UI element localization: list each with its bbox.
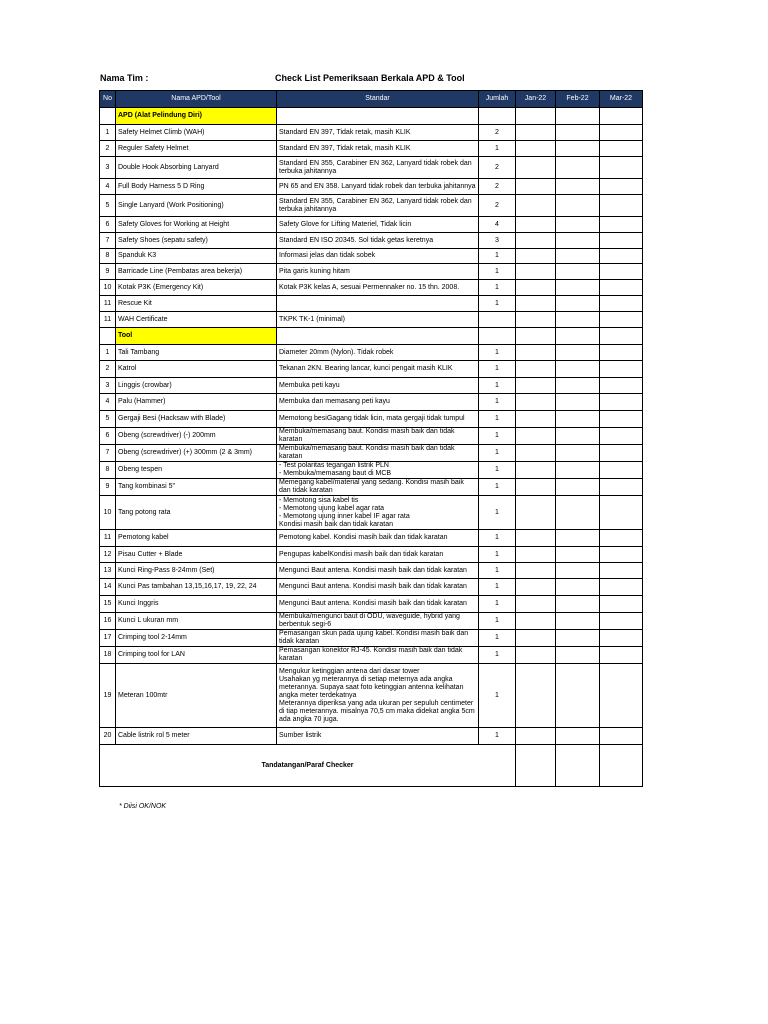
row-no-cell [100, 328, 116, 345]
row-number: 4 [100, 394, 116, 411]
item-count: 2 [479, 125, 516, 141]
check-feb-cell[interactable] [556, 547, 600, 563]
check-jan-cell[interactable] [516, 547, 556, 563]
check-jan-cell[interactable] [516, 613, 556, 630]
row-number: 9 [100, 264, 116, 280]
check-jan-cell[interactable] [516, 249, 556, 264]
item-name: Tang kombinasi 5" [116, 479, 277, 496]
table-row [100, 462, 643, 479]
check-feb-cell[interactable] [556, 233, 600, 249]
signature-mar-cell[interactable] [600, 745, 643, 787]
table-row [100, 264, 643, 280]
item-count: 3 [479, 233, 516, 249]
empty-cell [516, 108, 556, 125]
item-name: Obeng (screwdriver) (-) 200mm [116, 428, 277, 445]
item-standard: Standard EN 355, Carabiner EN 362, Lanyard tidak robek dan terbuka jahitannya [277, 195, 479, 217]
item-count: 1 [479, 563, 516, 579]
check-mar-cell[interactable] [600, 479, 643, 496]
table-row [100, 530, 643, 547]
item-standard: Mengukur ketinggian antena dari dasar tower Usahakan yg meterannya di setiap meternya ada angka meterannya. Supaya saat foto ketinggian antenna kelihatan angka meter terdekatnya Meterannya diperiksa yang ada ukuran per sepuluh centimeter di tiap meterannya. misalnya 70,5 cm maka didekat angka 5cm ada angka 70 juga. [277, 664, 479, 728]
check-mar-cell[interactable] [600, 312, 643, 328]
check-jan-cell[interactable] [516, 296, 556, 312]
item-standard: Pemasangan skun pada ujung kabel. Kondisi masih baik dan tidak karatan [277, 630, 479, 647]
check-jan-cell[interactable] [516, 345, 556, 361]
item-count: 1 [479, 496, 516, 530]
item-name: Cable listrik rol 5 meter [116, 728, 277, 745]
table-row [100, 280, 643, 296]
check-mar-cell[interactable] [600, 462, 643, 479]
item-count: 1 [479, 141, 516, 157]
check-mar-cell[interactable] [600, 249, 643, 264]
footnote: * Diisi OK/NOK [119, 803, 167, 810]
check-mar-cell[interactable] [600, 664, 643, 728]
check-jan-cell[interactable] [516, 530, 556, 547]
check-feb-cell[interactable] [556, 596, 600, 613]
check-mar-cell[interactable] [600, 157, 643, 179]
empty-cell [479, 108, 516, 125]
row-number: 10 [100, 280, 116, 296]
row-number: 13 [100, 563, 116, 579]
table-row [100, 345, 643, 361]
table-row [100, 479, 643, 496]
empty-cell [277, 328, 479, 345]
table-row [100, 445, 643, 462]
row-number: 11 [100, 312, 116, 328]
check-mar-cell[interactable] [600, 647, 643, 664]
item-standard: Pemotong kabel. Kondisi masih baik dan tidak karatan [277, 530, 479, 547]
item-standard: Membuka peti kayu [277, 378, 479, 394]
check-mar-cell[interactable] [600, 411, 643, 428]
item-standard: Standard EN 397, Tidak retak, masih KLIK [277, 141, 479, 157]
item-standard: Membuka dan memasang peti kayu [277, 394, 479, 411]
item-standard: Memegang kabel/material yang sedang. Kondisi masih baik dan tidak karatan [277, 479, 479, 496]
check-mar-cell[interactable] [600, 141, 643, 157]
item-standard: Standard EN ISO 20345. Sol tidak getas keretnya [277, 233, 479, 249]
item-count: 1 [479, 280, 516, 296]
item-count: 1 [479, 361, 516, 378]
item-name: Rescue Kit [116, 296, 277, 312]
check-feb-cell[interactable] [556, 296, 600, 312]
check-mar-cell[interactable] [600, 233, 643, 249]
row-number: 7 [100, 233, 116, 249]
check-mar-cell[interactable] [600, 630, 643, 647]
apd-section-label: APD (Alat Pelindung Diri) [116, 108, 277, 125]
table-row [100, 233, 643, 249]
table-row [100, 378, 643, 394]
check-feb-cell[interactable] [556, 445, 600, 462]
check-feb-cell[interactable] [556, 462, 600, 479]
row-number: 20 [100, 728, 116, 745]
item-name: Safety Shoes (sepatu safety) [116, 233, 277, 249]
row-number: 10 [100, 496, 116, 530]
check-jan-cell[interactable] [516, 596, 556, 613]
check-feb-cell[interactable] [556, 217, 600, 233]
signature-feb-cell[interactable] [556, 745, 600, 787]
item-name: Obeng tespen [116, 462, 277, 479]
item-count: 2 [479, 157, 516, 179]
item-count: 1 [479, 462, 516, 479]
check-feb-cell[interactable] [556, 428, 600, 445]
page-title: Check List Pemeriksaan Berkala APD & Tool [275, 73, 465, 83]
check-feb-cell[interactable] [556, 479, 600, 496]
item-count [479, 312, 516, 328]
row-number: 5 [100, 411, 116, 428]
item-count: 1 [479, 445, 516, 462]
item-count: 1 [479, 579, 516, 596]
item-count: 1 [479, 664, 516, 728]
check-mar-cell[interactable] [600, 361, 643, 378]
check-mar-cell[interactable] [600, 530, 643, 547]
item-name: Crimping tool 2-14mm [116, 630, 277, 647]
item-name: Safety Gloves for Working at Height [116, 217, 277, 233]
check-jan-cell[interactable] [516, 217, 556, 233]
item-name: Pisau Cutter + Blade [116, 547, 277, 563]
table-row [100, 428, 643, 445]
row-number: 17 [100, 630, 116, 647]
item-name: Single Lanyard (Work Positioning) [116, 195, 277, 217]
item-count: 2 [479, 179, 516, 195]
item-standard: - Test polaritas tegangan listrik PLN - Membuka/memasang baut di MCB [277, 462, 479, 479]
item-count: 1 [479, 479, 516, 496]
col-mar-header: Mar-22 [600, 91, 643, 108]
check-jan-cell[interactable] [516, 125, 556, 141]
row-number: 1 [100, 345, 116, 361]
check-feb-cell[interactable] [556, 264, 600, 280]
item-standard: Kotak P3K kelas A, sesuai Permennaker no. 15 thn. 2008. [277, 280, 479, 296]
col-jan-header: Jan-22 [516, 91, 556, 108]
check-jan-cell[interactable] [516, 280, 556, 296]
item-count: 1 [479, 296, 516, 312]
item-standard: Tekanan 2KN. Bearing lancar, kunci pengait masih KLIK [277, 361, 479, 378]
check-mar-cell[interactable] [600, 195, 643, 217]
item-standard: - Memotong sisa kabel tis - Memotong ujung kabel agar rata - Memotong ujung inner kabel IF agar rata Kondisi masih baik dan tidak karatan [277, 496, 479, 530]
row-number: 12 [100, 547, 116, 563]
row-no-cell [100, 108, 116, 125]
item-count: 1 [479, 249, 516, 264]
item-name: Palu (Hammer) [116, 394, 277, 411]
item-name: Kunci Inggris [116, 596, 277, 613]
check-jan-cell[interactable] [516, 728, 556, 745]
check-feb-cell[interactable] [556, 249, 600, 264]
table-row [100, 647, 643, 664]
check-mar-cell[interactable] [600, 125, 643, 141]
item-count: 1 [479, 630, 516, 647]
table-row [100, 157, 643, 179]
item-count: 1 [479, 530, 516, 547]
check-feb-cell[interactable] [556, 157, 600, 179]
check-feb-cell[interactable] [556, 179, 600, 195]
item-name: Double Hook Absorbing Lanyard [116, 157, 277, 179]
row-number: 7 [100, 445, 116, 462]
check-feb-cell[interactable] [556, 361, 600, 378]
table-row [100, 195, 643, 217]
row-number: 8 [100, 249, 116, 264]
check-jan-cell[interactable] [516, 428, 556, 445]
check-feb-cell[interactable] [556, 280, 600, 296]
row-number: 5 [100, 195, 116, 217]
check-feb-cell[interactable] [556, 312, 600, 328]
item-standard: Membuka/mengunci baut di ODU, waveguide, hybrid yang berbentuk segi-6 [277, 613, 479, 630]
row-number: 3 [100, 378, 116, 394]
check-jan-cell[interactable] [516, 630, 556, 647]
row-number: 18 [100, 647, 116, 664]
check-jan-cell[interactable] [516, 141, 556, 157]
item-name: Reguler Safety Helmet [116, 141, 277, 157]
check-mar-cell[interactable] [600, 378, 643, 394]
check-feb-cell[interactable] [556, 530, 600, 547]
row-number: 2 [100, 361, 116, 378]
check-feb-cell[interactable] [556, 728, 600, 745]
tool-section-label: Tool [116, 328, 277, 345]
item-count: 1 [479, 378, 516, 394]
check-mar-cell[interactable] [600, 217, 643, 233]
check-mar-cell[interactable] [600, 547, 643, 563]
row-number: 11 [100, 296, 116, 312]
check-jan-cell[interactable] [516, 361, 556, 378]
item-standard: Pita garis kuning hitam [277, 264, 479, 280]
col-feb-header: Feb-22 [556, 91, 600, 108]
check-jan-cell[interactable] [516, 264, 556, 280]
row-number: 2 [100, 141, 116, 157]
item-name: Barricade Line (Pembatas area bekerja) [116, 264, 277, 280]
table-row [100, 125, 643, 141]
check-mar-cell[interactable] [600, 496, 643, 530]
check-jan-cell[interactable] [516, 312, 556, 328]
item-name: Tali Tambang [116, 345, 277, 361]
row-number: 19 [100, 664, 116, 728]
check-jan-cell[interactable] [516, 579, 556, 596]
row-number: 8 [100, 462, 116, 479]
item-standard [277, 296, 479, 312]
item-standard: Pengupas kabelKondisi masih baik dan tidak karatan [277, 547, 479, 563]
table-row [100, 411, 643, 428]
row-number: 15 [100, 596, 116, 613]
table-row [100, 312, 643, 328]
check-feb-cell[interactable] [556, 563, 600, 579]
check-feb-cell[interactable] [556, 647, 600, 664]
col-standard-header: Standar [277, 91, 479, 108]
check-jan-cell[interactable] [516, 462, 556, 479]
item-count: 1 [479, 264, 516, 280]
item-standard: Informasi jelas dan tidak sobek [277, 249, 479, 264]
check-jan-cell[interactable] [516, 496, 556, 530]
check-jan-cell[interactable] [516, 195, 556, 217]
item-name: Kunci Pas tambahan 13,15,16,17, 19, 22, 24 [116, 579, 277, 596]
row-number: 1 [100, 125, 116, 141]
check-jan-cell[interactable] [516, 411, 556, 428]
item-count: 1 [479, 596, 516, 613]
signature-label: Tandatangan/Paraf Checker [100, 745, 516, 787]
check-feb-cell[interactable] [556, 394, 600, 411]
signature-jan-cell[interactable] [516, 745, 556, 787]
row-number: 16 [100, 613, 116, 630]
item-count: 2 [479, 195, 516, 217]
item-name: Kunci Ring-Pass 8-24mm (Set) [116, 563, 277, 579]
check-jan-cell[interactable] [516, 394, 556, 411]
item-name: Meteran 100mtr [116, 664, 277, 728]
item-standard: PN 65 and EN 358. Lanyard tidak robek dan terbuka jahitannya [277, 179, 479, 195]
check-mar-cell[interactable] [600, 394, 643, 411]
check-mar-cell[interactable] [600, 280, 643, 296]
row-number: 9 [100, 479, 116, 496]
empty-cell [479, 328, 516, 345]
check-jan-cell[interactable] [516, 157, 556, 179]
empty-cell [556, 108, 600, 125]
item-name: Crimping tool for LAN [116, 647, 277, 664]
item-name: Tang potong rata [116, 496, 277, 530]
item-name: Obeng (screwdriver) (+) 300mm (2 & 3mm) [116, 445, 277, 462]
empty-cell [600, 108, 643, 125]
item-count: 1 [479, 428, 516, 445]
check-feb-cell[interactable] [556, 378, 600, 394]
check-jan-cell[interactable] [516, 479, 556, 496]
row-number: 11 [100, 530, 116, 547]
item-standard: Sumber listrik [277, 728, 479, 745]
check-feb-cell[interactable] [556, 125, 600, 141]
col-name-header: Nama APD/Tool [116, 91, 277, 108]
check-feb-cell[interactable] [556, 345, 600, 361]
check-jan-cell[interactable] [516, 445, 556, 462]
table-row [100, 361, 643, 378]
table-row [100, 496, 643, 530]
item-standard: Mengunci Baut antena. Kondisi masih baik dan tidak karatan [277, 596, 479, 613]
table-row [100, 217, 643, 233]
check-mar-cell[interactable] [600, 596, 643, 613]
item-name: Linggis (crowbar) [116, 378, 277, 394]
check-mar-cell[interactable] [600, 579, 643, 596]
table-row [100, 296, 643, 312]
check-feb-cell[interactable] [556, 195, 600, 217]
item-standard: Safety Glove for Lifting Materiel, Tidak licin [277, 217, 479, 233]
item-standard: Membuka/memasang baut. Kondisi masih baik dan tidak karatan [277, 428, 479, 445]
table-header-row [100, 91, 643, 108]
col-count-header: Jumlah [479, 91, 516, 108]
item-standard: Diameter 20mm (Nylon). Tidak robek [277, 345, 479, 361]
check-feb-cell[interactable] [556, 411, 600, 428]
item-standard: Mengunci Baut antena. Kondisi masih baik dan tidak karatan [277, 563, 479, 579]
table-row [100, 563, 643, 579]
empty-cell [600, 328, 643, 345]
empty-cell [516, 328, 556, 345]
row-number: 3 [100, 157, 116, 179]
item-count: 1 [479, 647, 516, 664]
item-count: 1 [479, 411, 516, 428]
item-standard: TKPK TK-1 (minimal) [277, 312, 479, 328]
empty-cell [277, 108, 479, 125]
check-jan-cell[interactable] [516, 647, 556, 664]
check-feb-cell[interactable] [556, 630, 600, 647]
check-mar-cell[interactable] [600, 345, 643, 361]
item-count: 1 [479, 345, 516, 361]
table-row [100, 728, 643, 745]
check-feb-cell[interactable] [556, 613, 600, 630]
tool-section-row [100, 328, 643, 345]
item-name: Kotak P3K (Emergency Kit) [116, 280, 277, 296]
table-row [100, 179, 643, 195]
empty-cell [556, 328, 600, 345]
check-jan-cell[interactable] [516, 563, 556, 579]
item-standard: Standard EN 355, Carabiner EN 362, Lanyard tidak robek dan terbuka jahitannya [277, 157, 479, 179]
check-feb-cell[interactable] [556, 579, 600, 596]
check-jan-cell[interactable] [516, 233, 556, 249]
check-mar-cell[interactable] [600, 264, 643, 280]
table-row [100, 547, 643, 563]
table-row [100, 394, 643, 411]
team-name-label: Nama Tim : [100, 73, 149, 83]
table-row [100, 579, 643, 596]
table-row [100, 664, 643, 728]
checklist-table [99, 90, 643, 787]
item-count: 4 [479, 217, 516, 233]
item-name: Gergaji Besi (Hacksaw with Blade) [116, 411, 277, 428]
item-name: Pemotong kabel [116, 530, 277, 547]
item-name: Full Body Harness 5 D Ring [116, 179, 277, 195]
check-jan-cell[interactable] [516, 179, 556, 195]
check-mar-cell[interactable] [600, 445, 643, 462]
item-count: 1 [479, 394, 516, 411]
check-feb-cell[interactable] [556, 141, 600, 157]
table-row [100, 141, 643, 157]
check-mar-cell[interactable] [600, 613, 643, 630]
check-jan-cell[interactable] [516, 664, 556, 728]
item-name: WAH Certificate [116, 312, 277, 328]
signature-row [100, 745, 643, 787]
row-number: 6 [100, 217, 116, 233]
check-feb-cell[interactable] [556, 496, 600, 530]
table-row [100, 596, 643, 613]
item-standard: Memotong besiGagang tidak licin, mata gergaji tidak tumpul [277, 411, 479, 428]
table-row [100, 249, 643, 264]
item-standard: Mengunci Baut antena. Kondisi masih baik dan tidak karatan [277, 579, 479, 596]
item-count: 1 [479, 728, 516, 745]
check-feb-cell[interactable] [556, 664, 600, 728]
row-number: 14 [100, 579, 116, 596]
check-mar-cell[interactable] [600, 179, 643, 195]
item-standard: Standard EN 397, Tidak retak, masih KLIK [277, 125, 479, 141]
table-row [100, 613, 643, 630]
item-count: 1 [479, 613, 516, 630]
item-name: Katrol [116, 361, 277, 378]
item-count: 1 [479, 547, 516, 563]
item-name: Kunci L ukuran mm [116, 613, 277, 630]
check-mar-cell[interactable] [600, 563, 643, 579]
item-standard: Pemasangan konektor RJ-45. Kondisi masih baik dan tidak karatan [277, 647, 479, 664]
item-name: Spanduk K3 [116, 249, 277, 264]
check-mar-cell[interactable] [600, 728, 643, 745]
row-number: 4 [100, 179, 116, 195]
table-row [100, 630, 643, 647]
check-jan-cell[interactable] [516, 378, 556, 394]
item-standard: Membuka/memasang baut. Kondisi masih baik dan tidak karatan [277, 445, 479, 462]
col-no-header: No [100, 91, 116, 108]
item-name: Safety Helmet Climb (WAH) [116, 125, 277, 141]
check-mar-cell[interactable] [600, 428, 643, 445]
apd-section-row [100, 108, 643, 125]
check-mar-cell[interactable] [600, 296, 643, 312]
row-number: 6 [100, 428, 116, 445]
